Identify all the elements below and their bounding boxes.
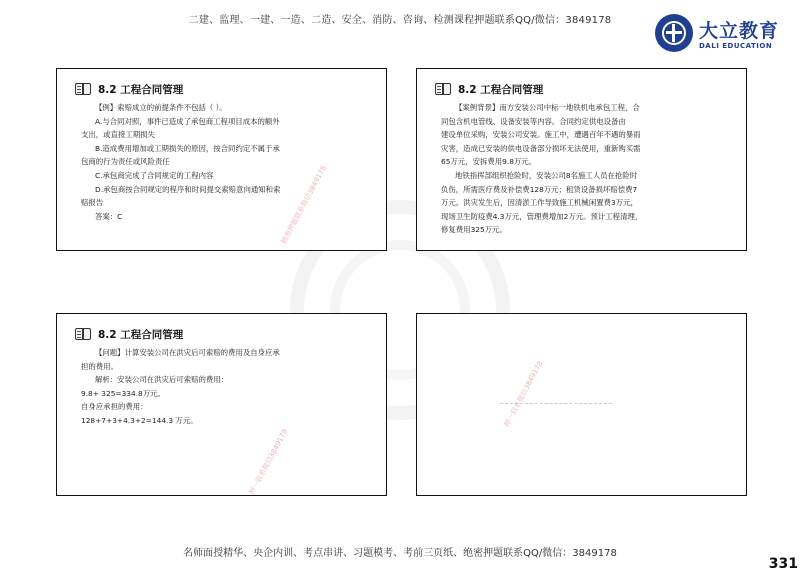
option-c-line: C.承包商完成了合同规定的工程内容: [95, 170, 214, 180]
analysis-line: 解析：安装公司在洪灾后可索赔的费用：: [95, 375, 229, 385]
book-icon: [75, 328, 92, 341]
question-line: 【例】索赔成立的前提条件不包括（ ）。: [95, 103, 227, 112]
case-line: 65万元，安拆费用9.8万元。: [441, 157, 537, 167]
case-line: 【案例背景】南方安装公司中标一地铁机电承包工程，合: [455, 103, 640, 112]
case-line: 地铁指挥部组织抢险时，安装公司8名施工人员在抢险时: [455, 170, 638, 180]
slide-title: 8.2 工程合同管理: [98, 84, 184, 96]
watermark-text: 押一联系微信3849178: [247, 427, 290, 497]
problem-line: 【问题】计算安装公司在洪灾后可索赔的费用及自身应承: [95, 348, 280, 357]
logo-subtitle: DALI EDUCATION: [699, 42, 773, 50]
slide-title: 8.2 工程合同管理: [98, 329, 184, 341]
book-icon: [435, 83, 452, 96]
analysis-line: 自身应承担的费用：: [81, 402, 148, 412]
footer-text: 名师面授精华、央企内训、考点串讲、习题模考、考前三页纸、绝密押题联系QQ/微信：3849178: [183, 548, 617, 559]
logo-emblem-icon: [655, 14, 693, 52]
calc-line: 128+7+3+4.3+2=144.3 万元。: [81, 415, 198, 425]
case-line: 灾害，造成已安装的供电设备部分损坏无法使用，重新购买需: [441, 143, 641, 153]
case-line: 修复费用325万元。: [441, 225, 507, 235]
slide-content: [441, 101, 733, 237]
problem-line: 担的费用。: [81, 361, 118, 371]
slide-content: [81, 346, 373, 428]
option-a-line2: 支出，或直接工期损失: [81, 130, 155, 140]
slide-content: [81, 101, 373, 223]
slide-title: 8.2 工程合同管理: [458, 84, 544, 96]
option-b-line2: 包商的行为责任或风险责任: [81, 157, 170, 167]
slide-1: [56, 68, 387, 251]
watermark-text: 押一联系微信3849178: [502, 359, 545, 429]
answer-line: 答案：C: [95, 211, 123, 221]
slide-3: [56, 313, 387, 496]
logo-name: 大立教育: [699, 20, 780, 42]
slide-2: [416, 68, 747, 251]
brand-logo: [655, 14, 785, 58]
option-b-line1: B.造成费用增加或工期损失的原因，按合同约定不属于承: [95, 143, 280, 153]
case-line: 万元。洪灾发生后，因清淤工作导致施工机械闲置费3万元，: [441, 198, 638, 208]
book-icon: [75, 83, 92, 96]
case-line: 建设单位采购，安装公司安装。施工中，遭遇百年不遇的暴雨: [441, 130, 641, 140]
option-a-line1: A.与合同对照，事件已造成了承包商工程项目成本的额外: [95, 116, 280, 126]
slide-4: [416, 313, 747, 496]
header-text: 二建、监理、一建、一造、二造、安全、消防、咨询、检测课程押题联系QQ/微信：3849178: [188, 15, 612, 26]
case-line: 同包含机电管线、设备安装等内容。合同约定供电设备由: [441, 116, 626, 126]
case-line: 负伤，所需医疗费及补偿费128万元；租赁设备损坏赔偿费7: [441, 184, 638, 194]
watermark-text: 精准押题联系微信3849178: [279, 164, 328, 246]
page-number: 331: [768, 556, 798, 572]
option-d-line1: D.承包商按合同规定的程序和时间提交索赔意向通知和索: [95, 184, 281, 194]
case-line: 现场卫生防疫费4.3万元，管理费增加2万元。预计工程清理，: [441, 211, 643, 221]
calc-line: 9.8+ 325=334.8万元。: [81, 388, 165, 398]
option-d-line2: 赔报告: [81, 198, 104, 208]
divider: [500, 403, 612, 404]
